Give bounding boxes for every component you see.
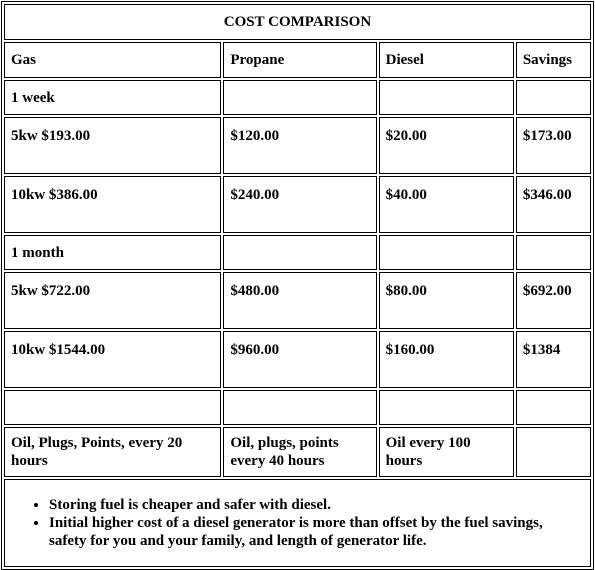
cell-diesel: $20.00 [379, 117, 514, 174]
cost-comparison-table [1, 1, 594, 570]
col-header-propane: Propane [223, 42, 376, 78]
cell-diesel: $80.00 [379, 272, 514, 329]
cell-gas: 10kw $386.00 [4, 176, 221, 233]
group-row-month [4, 235, 591, 270]
cell-savings: $1384 [516, 331, 591, 388]
col-header-savings: Savings [516, 42, 591, 78]
empty-cell [4, 390, 221, 425]
cell-propane: $120.00 [223, 117, 376, 174]
empty-cell [379, 80, 514, 115]
spacer-row [4, 390, 591, 425]
maintenance-propane: Oil, plugs, points every 40 hours [223, 427, 376, 477]
empty-cell [223, 235, 376, 270]
empty-cell [516, 80, 591, 115]
cell-gas: 10kw $1544.00 [4, 331, 221, 388]
cell-propane: $240.00 [223, 176, 376, 233]
table-row [4, 176, 591, 233]
cell-gas: 5kw $193.00 [4, 117, 221, 174]
cell-diesel: $40.00 [379, 176, 514, 233]
empty-cell [379, 235, 514, 270]
maintenance-row [4, 427, 591, 477]
table-row [4, 272, 591, 329]
maintenance-diesel: Oil every 100 hours [379, 427, 514, 477]
empty-cell [223, 390, 376, 425]
group-row-week [4, 80, 591, 115]
group-label-month: 1 month [4, 235, 221, 270]
cell-savings: $692.00 [516, 272, 591, 329]
cell-savings: $346.00 [516, 176, 591, 233]
col-header-diesel: Diesel [379, 42, 514, 78]
header-row [4, 42, 591, 78]
cell-propane: $480.00 [223, 272, 376, 329]
empty-cell [516, 390, 591, 425]
col-header-gas: Gas [4, 42, 221, 78]
cell-gas: 5kw $722.00 [4, 272, 221, 329]
note-item: • Storing fuel is cheaper and safer with diesel. [49, 496, 584, 514]
maintenance-savings [516, 427, 591, 477]
maintenance-gas: Oil, Plugs, Points, every 20 hours [4, 427, 221, 477]
table-title: COST COMPARISON [4, 4, 591, 40]
cell-propane: $960.00 [223, 331, 376, 388]
table-row [4, 117, 591, 174]
empty-cell [379, 390, 514, 425]
empty-cell [516, 235, 591, 270]
cell-diesel: $160.00 [379, 331, 514, 388]
notes-list [11, 496, 584, 550]
notes-cell [4, 479, 591, 567]
cell-savings: $173.00 [516, 117, 591, 174]
empty-cell [223, 80, 376, 115]
table-row [4, 331, 591, 388]
note-item: • Initial higher cost of a diesel generator is more than offset by the fuel savings, safety for you and your family, and length of generator life. [49, 514, 584, 550]
group-label-week: 1 week [4, 80, 221, 115]
